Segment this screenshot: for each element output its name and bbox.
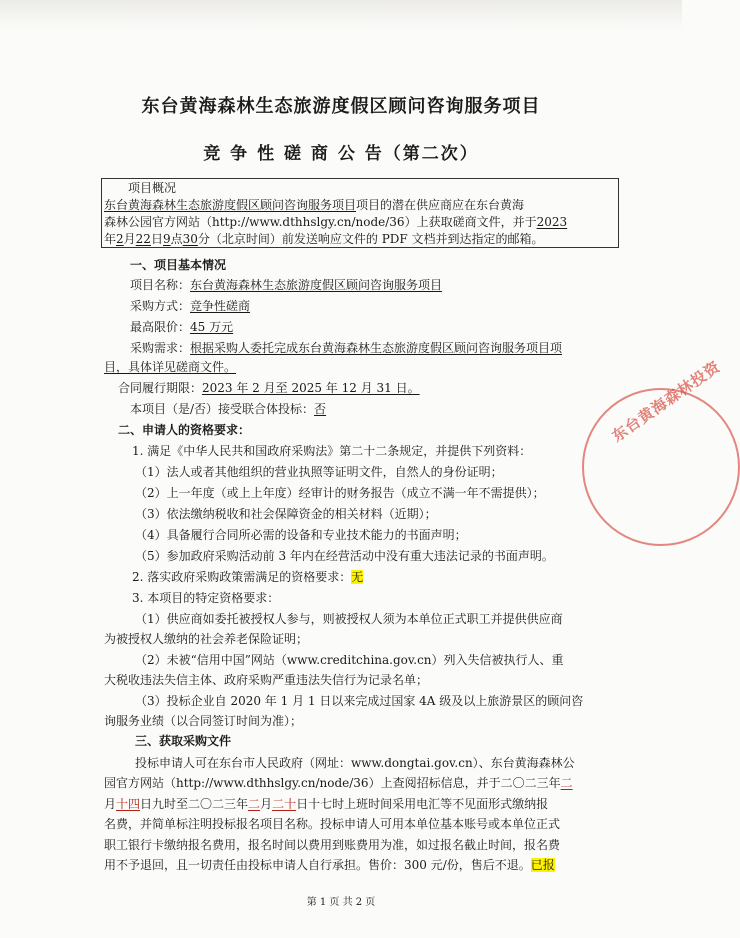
requirement-3-item-2-cont: 大税收违法失信主体、政府采购严重违法失信行为记录名单； xyxy=(104,673,429,687)
deadline-text: 日 xyxy=(150,232,163,246)
deadline-text: 年 xyxy=(104,232,117,246)
deadline-value: 2 xyxy=(116,232,124,246)
seal-text: 东台黄海森林投资 xyxy=(608,357,724,446)
contract-period-row: 合同履行期限：2023 年 2 月至 2025 年 12 月 31 日。 xyxy=(118,381,420,395)
procurement-need-value: 根据采购人委托完成东台黄海森林生态旅游度假区顾问咨询服务项目项 xyxy=(190,341,563,355)
requirement-3: 3. 本项目的特定资格要求： xyxy=(132,591,280,605)
requirement-1-item: （3）依法缴纳税收和社会保障资金的相关材料（近期）； xyxy=(135,507,437,521)
requirement-1-item: （5）参加政府采购活动前 3 年内在经营活动中没有重大违法记录的书面声明。 xyxy=(135,549,554,563)
section-3-para-line: 职工银行卡缴纳报名费用，报名时间以费用到账费用为准，如过报名截止时间，报名费 xyxy=(104,838,561,852)
price-limit-row: 最高限价：45 万元 xyxy=(130,320,234,334)
requirement-1-item: （2）上一年度（或上上年度）经审计的财务报告（成立不满一年不需提供）； xyxy=(135,486,545,500)
overview-line-2: 森林公园官方网站（http://www.dthhslgy.cn/node/36）上获取磋商文件，并于2023 xyxy=(104,215,568,229)
overview-year: 2023 xyxy=(536,215,568,229)
requirement-1-item: （4）具备履行合同所必需的设备和专业技术能力的书面声明； xyxy=(135,528,467,542)
section-3-heading: 三、获取采购文件 xyxy=(135,734,232,748)
requirement-2: 2. 落实政府采购政策需满足的资格要求：无 xyxy=(132,570,364,584)
requirement-3-item-3-cont: 询服务业绩（以合同签订时间为准）； xyxy=(104,714,303,728)
document-title: 东台黄海森林生态旅游度假区顾问咨询服务项目 xyxy=(141,96,541,117)
deadline-text: 月 xyxy=(123,232,136,246)
procurement-need-cont: 目，具体详见磋商文件。 xyxy=(104,360,237,374)
document-subtitle: 竞 争 性 磋 商 公 告（第二次） xyxy=(203,144,479,164)
deadline-value: 30 xyxy=(182,232,198,246)
section-3-para-line: 园官方网站（http://www.dthhslgy.cn/node/36）上查阅招标信息，并于二〇二三年二 xyxy=(104,776,573,790)
overview-line-3 xyxy=(104,231,544,247)
overview-line-1: 东台黄海森林生态旅游度假区顾问咨询服务项目项目的潜在供应商应在东台黄海 xyxy=(104,198,525,212)
section-2-heading: 二、申请人的资格要求： xyxy=(118,423,251,437)
procurement-method-value: 竞争性磋商 xyxy=(190,299,251,313)
procurement-need-row: 采购需求：根据采购人委托完成东台黄海森林生态旅游度假区顾问咨询服务项目项 xyxy=(130,341,563,355)
section-3-para-line: 名费，并简单标注明投标报名项目名称。投标申请人可用本单位基本账号或本单位正式 xyxy=(104,817,561,831)
deadline-text: 分（北京时间）前发送响应文件的 PDF 文档并到达指定的邮箱。 xyxy=(197,232,544,246)
requirement-3-item-1: （1）供应商如委托被授权人参与，则被授权人须为本单位正式职工并提供供应商 xyxy=(135,612,563,626)
section-3-para-line: 月十四日九时至二〇二三年二月二十日十七时上班时间采用电汇等不见面形式缴纳报 xyxy=(104,797,549,811)
requirement-3-item-2: （2）未被“信用中国”网站（www.creditchina.gov.cn）列入失信被执行人、重 xyxy=(135,653,564,667)
highlighted-text: 已报 xyxy=(530,858,555,872)
joint-bid-value: 否 xyxy=(314,402,327,416)
deadline-text: 点 xyxy=(170,232,183,246)
overview-heading: 项目概况 xyxy=(128,181,177,195)
price-limit-value: 45 万元 xyxy=(190,320,234,334)
contract-period-value: 2023 年 2 月至 2025 年 12 月 31 日。 xyxy=(202,381,420,395)
project-name-value: 东台黄海森林生态旅游度假区顾问咨询服务项目 xyxy=(190,278,443,292)
section-3-para-line: 用不予退回，且一切责任由投标申请人自行承担。售价：300 元/份，售后不退。已报 xyxy=(104,858,555,872)
section-1-heading: 一、项目基本情况 xyxy=(130,258,227,272)
overview-project-name: 东台黄海森林生态旅游度假区顾问咨询服务项目 xyxy=(104,198,357,212)
requirement-1-item: （1）法人或者其他组织的营业执照等证明文件，自然人的身份证明； xyxy=(135,465,503,479)
project-name-row: 项目名称：东台黄海森林生态旅游度假区顾问咨询服务项目 xyxy=(130,278,443,292)
deadline-value: 22 xyxy=(135,232,151,246)
deadline-value: 9 xyxy=(162,232,171,246)
requirement-3-item-1-cont: 为被授权人缴纳的社会养老保险证明； xyxy=(104,632,309,646)
page-footer: 第 1 页 共 2 页 xyxy=(306,897,376,908)
requirement-2-value: 无 xyxy=(351,570,364,584)
procurement-method-row: 采购方式：竞争性磋商 xyxy=(130,299,251,313)
scan-shadow xyxy=(0,0,682,30)
joint-bid-row: 本项目（是/否）接受联合体投标：否 xyxy=(130,402,327,416)
requirement-3-item-3: （3）投标企业自 2020 年 1 月 1 日以来完成过国家 4A 级及以上旅游景区的顾问咨 xyxy=(135,694,584,708)
requirement-1: 1. 满足《中华人民共和国政府采购法》第二十二条规定，并提供下列资料： xyxy=(132,444,532,458)
section-3-para-line: 投标申请人可在东台市人民政府（网址：www.dongtai.gov.cn）、东台黄海森林公 xyxy=(135,756,575,770)
